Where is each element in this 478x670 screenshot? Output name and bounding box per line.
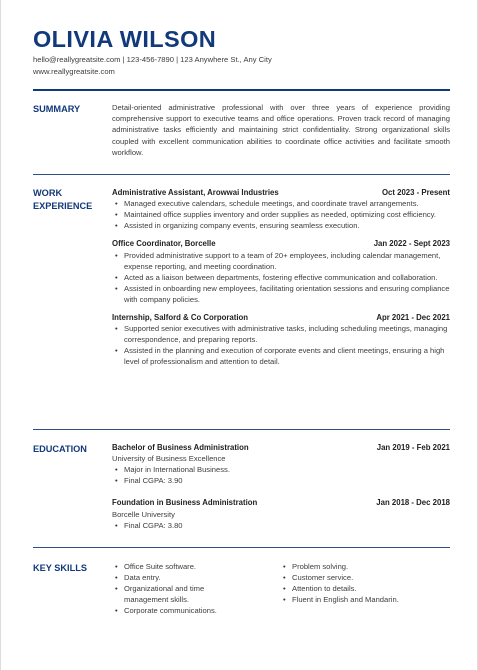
website: www.reallygreatsite.com	[33, 67, 115, 76]
education-entry	[112, 497, 450, 530]
candidate-name: OLIVIA WILSON	[33, 26, 217, 52]
skill-item: • Corporate communications.	[112, 605, 280, 616]
experience-title	[33, 187, 105, 212]
job-bullet: • Managed executive calendars, schedule meetings, and coordinate travel arrangements.	[112, 198, 450, 209]
skills-title: KEY SKILLS	[33, 563, 87, 573]
education-bullet: • Major in International Business.	[112, 464, 450, 475]
school-name: University of Business Excellence	[112, 454, 226, 464]
education-section	[112, 442, 450, 538]
job-dates: Jan 2022 - Sept 2023	[373, 239, 450, 249]
job-entry	[112, 312, 450, 367]
job-bullet: • Assisted in the planning and execution of corporate events and client meetings, ensuring a high level of professionalism and attention to detail.	[112, 345, 450, 367]
job-role: Administrative Assistant, Arowwai Industries	[112, 188, 279, 197]
skill-item: • Data entry.	[112, 572, 280, 583]
skill-item: • Fluent in English and Mandarin.	[280, 594, 448, 605]
job-dates: Apr 2021 - Dec 2021	[376, 312, 450, 322]
degree-dates: Jan 2018 - Dec 2018	[376, 498, 450, 508]
experience-title-line1: WORK	[33, 188, 63, 198]
skill-item: • Organizational and time management skills.	[112, 583, 232, 605]
job-entry	[112, 187, 450, 231]
education-entry	[112, 442, 450, 486]
resume-header	[33, 26, 450, 77]
skills-column-1	[112, 561, 280, 616]
skill-item: • Customer service.	[280, 572, 448, 583]
job-bullet: • Supported senior executives with administrative tasks, including scheduling meetings, managing correspondence, and preparing reports.	[112, 323, 450, 345]
degree-name: Bachelor of Business Administration	[112, 443, 249, 452]
job-role: Internship, Salford & Co Corporation	[112, 312, 249, 322]
skills-column-2	[280, 561, 448, 616]
education-bullet: • Final CGPA: 3.90	[112, 475, 450, 486]
skills-section	[112, 561, 450, 616]
summary-divider	[33, 174, 450, 175]
experience-divider	[33, 429, 450, 430]
skill-item: • Office Suite software.	[112, 561, 280, 572]
summary-text: Detail-oriented administrative professional with over three years of experience providing comprehensive support to executive teams and office operations. Proven track record of managing administrative tasks efficiently and maintaining strict confidentiality. Strong organizational skills coupled with excellent communication abilities to coordinate office activities and facilitate smooth workflow.	[112, 103, 450, 157]
summary-section	[112, 102, 450, 158]
job-dates: Oct 2023 - Present	[381, 188, 450, 197]
school-name: Borcelle University	[112, 509, 175, 519]
job-bullet: • Assisted in onboarding new employees, facilitating orientation sessions and ensuring compliance with company policies.	[112, 283, 450, 305]
skill-item: • Problem solving.	[280, 561, 448, 572]
education-divider	[33, 547, 450, 548]
education-title: EDUCATION	[33, 444, 87, 454]
skill-item: • Attention to details.	[280, 583, 448, 594]
job-role: Office Coordinator, Borcelle	[112, 239, 216, 249]
degree-name: Foundation in Business Administration	[112, 498, 258, 508]
job-bullet: • Acted as a liaison between departments, fostering effective communication and collaboration.	[112, 272, 450, 283]
job-bullet: • Maintained office supplies inventory and order supplies as needed, optimizing cost efficiency.	[112, 209, 450, 220]
summary-title: SUMMARY	[33, 104, 81, 114]
contact-line: hello@reallygreatsite.com | 123-456-7890 | 123 Anywhere St., Any City	[33, 55, 272, 64]
job-entry	[112, 238, 450, 304]
degree-dates: Jan 2019 - Feb 2021	[376, 443, 450, 452]
job-bullet: • Assisted in organizing company events, ensuring seamless execution.	[112, 220, 450, 231]
experience-title-line2: EXPERIENCE	[33, 200, 93, 211]
page-edge-left	[0, 0, 1, 670]
job-bullet: • Provided administrative support to a team of 20+ employees, including calendar management, expense reporting, and meeting coordination.	[112, 250, 450, 272]
education-bullet: • Final CGPA: 3.80	[112, 520, 450, 531]
header-divider	[33, 89, 450, 91]
experience-section	[112, 187, 450, 374]
